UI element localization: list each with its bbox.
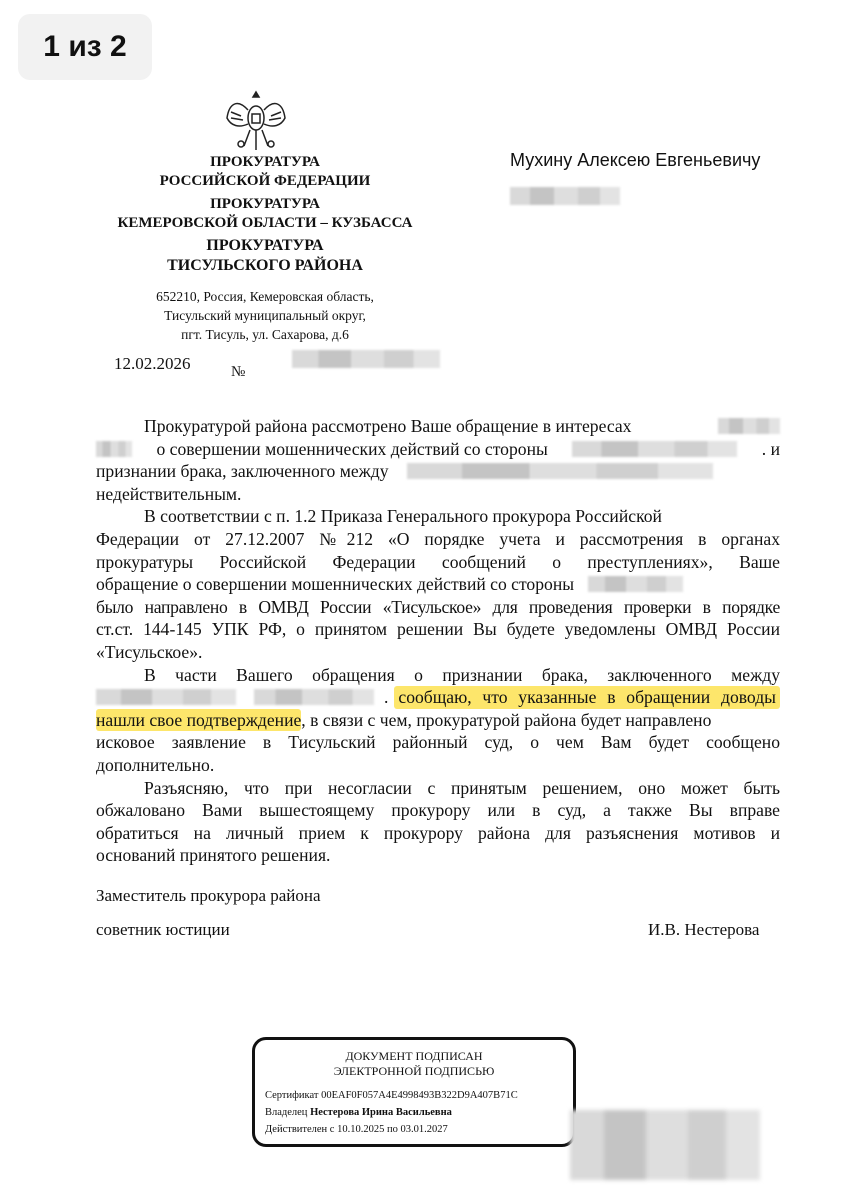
- text: обращение о совершении мошеннических действий со стороны: [96, 574, 575, 595]
- redacted-text: [718, 418, 780, 434]
- body-line: [96, 754, 780, 777]
- document-number-label: №: [231, 364, 246, 380]
- redacted-text: [96, 689, 236, 705]
- redacted-text: [254, 689, 374, 705]
- highlighted-text: нашли свое подтверждение: [96, 709, 302, 730]
- body-line: [96, 844, 780, 867]
- text: дополнительно.: [96, 754, 215, 775]
- body-line: [96, 709, 780, 732]
- text: Разъясняю, что при несогласии с принятым решением, оно может быть: [144, 777, 780, 798]
- stamp-title-line: ЭЛЕКТРОННОЙ ПОДПИСЬЮ: [333, 1064, 495, 1078]
- body-line: [96, 641, 780, 664]
- body-line: [96, 664, 780, 687]
- body-line: [96, 731, 780, 754]
- text: В соответствии с п. 1.2 Приказа Генерального прокурора Российской: [144, 506, 662, 527]
- address-line: пгт. Тисуль, ул. Сахарова, д.6: [181, 327, 349, 342]
- body-line: [96, 618, 780, 641]
- redacted-text: [96, 441, 132, 457]
- stamp-certificate: [265, 1087, 573, 1104]
- body-line: [96, 777, 780, 800]
- text: исковое заявление в Тисульский районный суд, о чем Вам будет сообщено: [96, 732, 780, 753]
- org-line: ПРОКУРАТУРА: [206, 237, 324, 254]
- text: недействительным.: [96, 483, 242, 504]
- redacted-signature-area: [570, 1110, 760, 1180]
- redacted-recipient-address: [510, 187, 620, 205]
- text: признании брака, заключенного между: [96, 461, 389, 482]
- body-line: [96, 822, 780, 845]
- signer-name: И.В. Нестерова: [648, 920, 760, 939]
- label: Сертификат: [265, 1090, 319, 1101]
- text: было направлено в ОМВД России «Тисульское» для проведения проверки в порядке: [96, 596, 780, 617]
- recipient-name: Мухину Алексею Евгеньевичу: [510, 150, 761, 170]
- text: ст.ст. 144-145 УПК РФ, о принятом решении Вы будете уведомлены ОМВД России: [96, 619, 780, 640]
- org-line: ПРОКУРАТУРА: [210, 154, 320, 170]
- label: Действителен с: [265, 1124, 335, 1135]
- text: . и: [761, 438, 780, 459]
- address-line: 652210, Россия, Кемеровская область,: [156, 289, 374, 304]
- body-line: [96, 438, 780, 461]
- body-line: [96, 686, 780, 709]
- body-line: [96, 799, 780, 822]
- valid-from: 10.10.2025: [337, 1124, 385, 1135]
- address-line: Тисульский муниципальный округ,: [164, 308, 366, 323]
- redacted-text: [407, 463, 713, 479]
- body-line: [96, 483, 780, 506]
- text: прокуратуры Российской Федерации сообщений о преступлениях», Ваше: [96, 551, 780, 572]
- redacted-text: [572, 441, 737, 457]
- highlighted-text: сообщаю, что указанные в обращении доводы: [394, 686, 780, 709]
- body-line: [96, 528, 780, 551]
- label: по: [386, 1124, 398, 1135]
- stamp-title: [255, 1049, 573, 1079]
- valid-to: 03.01.2027: [400, 1124, 448, 1135]
- org-line: КЕМЕРОВСКОЙ ОБЛАСТИ – КУЗБАССА: [117, 215, 413, 231]
- certificate-id: 00EAF0F057A4E4998493B322D9A407B71C: [321, 1090, 518, 1101]
- text: , в связи с чем, прокуратурой района будет направлено: [301, 709, 712, 730]
- signer-rank: советник юстиции: [96, 920, 230, 939]
- text: .: [384, 687, 389, 708]
- owner-name: Нестерова Ирина Васильевна: [310, 1107, 452, 1118]
- org-regional: [100, 195, 430, 233]
- body-line: [96, 415, 780, 438]
- org-line: ПРОКУРАТУРА: [210, 196, 320, 212]
- redacted-text: [588, 576, 683, 592]
- body-line: [96, 460, 780, 483]
- org-line: ТИСУЛЬСКОГО РАЙОНА: [167, 257, 363, 274]
- text: обратиться на личный прием к прокурору района для разъяснения мотивов и: [96, 822, 780, 843]
- text: оснований принятого решения.: [96, 845, 331, 866]
- org-district: [100, 236, 430, 276]
- org-address: [100, 287, 430, 344]
- text: В части Вашего обращения о признании брака, заключенного между: [144, 664, 780, 685]
- coat-of-arms-icon: [225, 88, 287, 154]
- letter-body: [96, 415, 780, 867]
- text: «Тисульское».: [96, 641, 203, 662]
- org-line: РОССИЙСКОЙ ФЕДЕРАЦИИ: [159, 173, 371, 189]
- stamp-owner: [265, 1104, 573, 1121]
- stamp-validity: [265, 1121, 573, 1138]
- page-indicator: 1 из 2: [18, 14, 152, 80]
- body-line: [96, 573, 780, 596]
- document-date: 12.02.2026: [114, 354, 191, 373]
- e-signature-stamp: [252, 1037, 576, 1147]
- body-line: [96, 505, 780, 528]
- signer-position: Заместитель прокурора района: [96, 886, 321, 905]
- text: Федерации от 27.12.2007 №212 «О порядке учета и рассмотрения в органах: [96, 528, 780, 549]
- redacted-number: [292, 350, 440, 368]
- org-federal: [100, 153, 430, 191]
- text: Прокуратурой района рассмотрено Ваше обращение в интересах: [144, 416, 632, 436]
- text: обжаловано Вами вышестоящему прокурору или в суд, а также Вы вправе: [96, 800, 780, 821]
- body-line: [96, 596, 780, 619]
- body-line: [96, 551, 780, 574]
- text: о совершении мошеннических действий со стороны: [156, 438, 548, 459]
- stamp-title-line: ДОКУМЕНТ ПОДПИСАН: [345, 1049, 483, 1063]
- label: Владелец: [265, 1107, 308, 1118]
